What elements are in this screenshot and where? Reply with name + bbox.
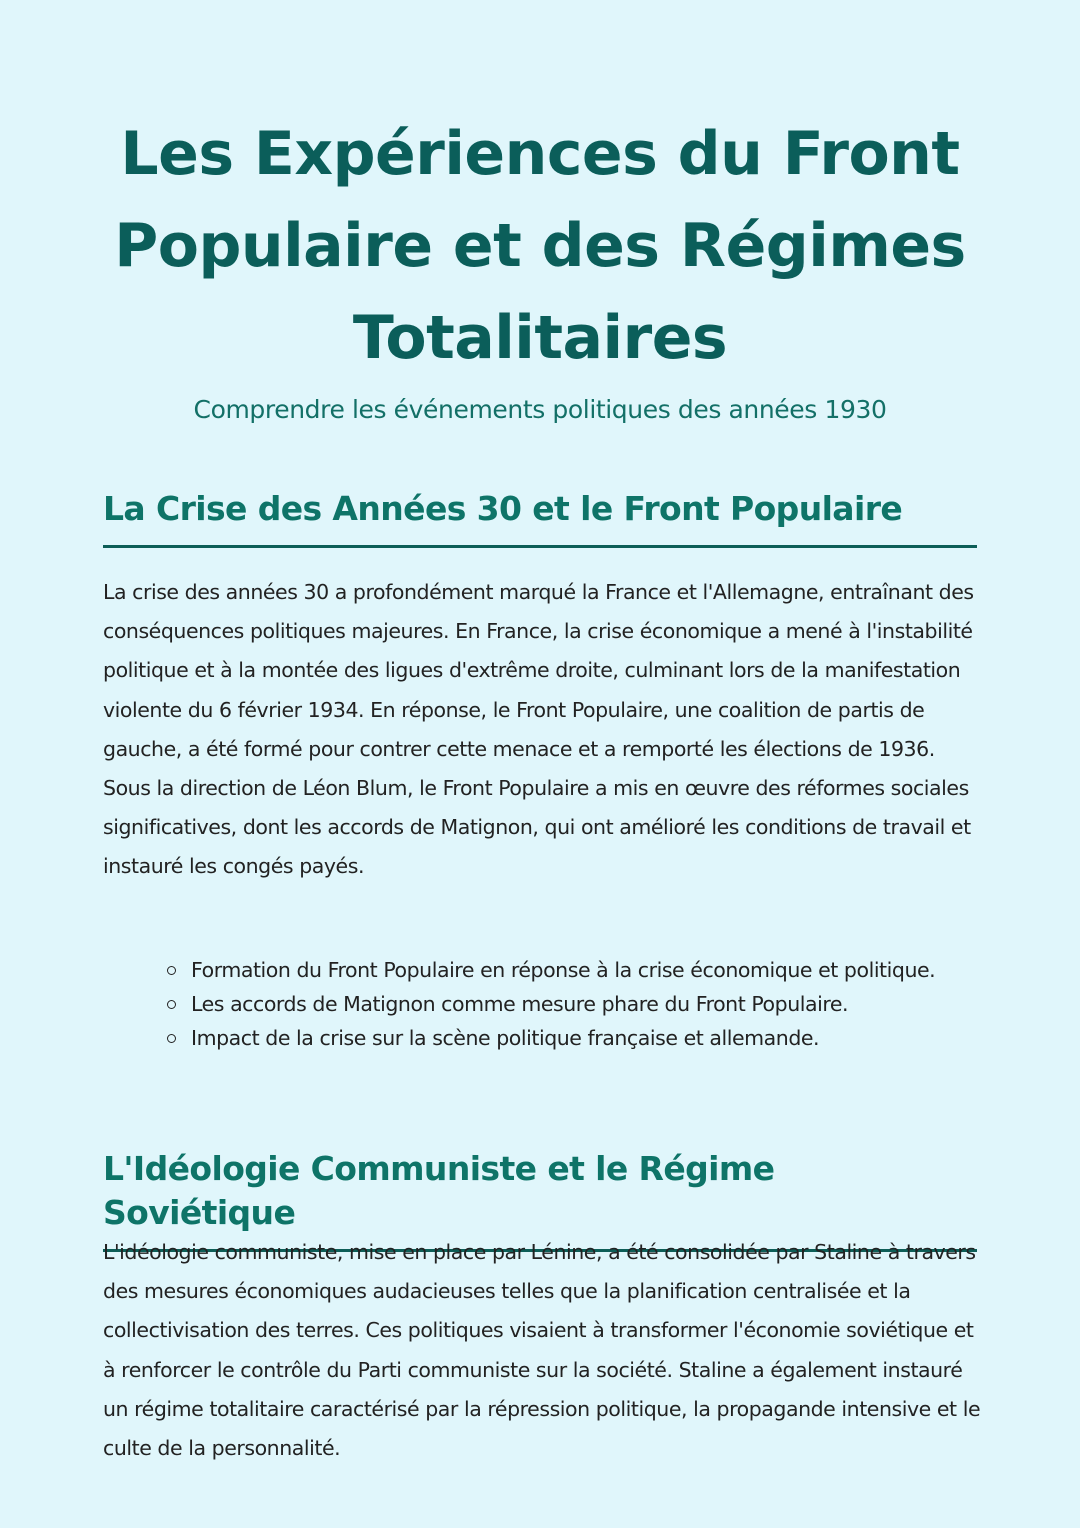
page-title: Les Expériences du Front Populaire et des Régimes Totalitaires <box>114 119 966 373</box>
list-item-text: Impact de la crise sur la scène politique française et allemande. <box>191 1026 820 1050</box>
section-heading-crise: La Crise des Années 30 et le Front Populaire <box>103 487 977 548</box>
page-subtitle: Comprendre les événements politiques des années 1930 <box>193 395 887 424</box>
list-item-text: Les accords de Matignon comme mesure phare du Front Populaire. <box>191 992 849 1016</box>
bullet-list-crise <box>191 953 951 1055</box>
list-item <box>191 987 951 1021</box>
circle-bullet-icon <box>167 966 176 975</box>
section-paragraph-communisme: L'idéologie communiste, mise en place par Lénine, a été consolidée par Staline à travers des mesures économiques audacieuses telles que la planification centralisée et la collectivisation des terres. Ces politiques visaient à transformer l'économie soviétique et à renforcer le contrôle du Parti communiste sur la société. Staline a également instauré un régime totalitaire caractérisé par la répression politique, la propagande intensive et le culte de la personnalité. <box>103 1240 981 1461</box>
list-item <box>191 1021 951 1055</box>
circle-bullet-icon <box>167 1034 176 1043</box>
section-heading-communisme: L'Idéologie Communiste et le Régime Soviétique <box>103 1147 977 1252</box>
section-paragraph-crise: La crise des années 30 a profondément marqué la France et l'Allemagne, entraînant des conséquences politiques majeures. En France, la crise économique a mené à l'instabilité politique et à la montée des ligues d'extrême droite, culminant lors de la manifestation violente du 6 février 1934. En réponse, le Front Populaire, une coalition de partis de gauche, a été formé pour contrer cette menace et a remporté les élections de 1936. Sous la direction de Léon Blum, le Front Populaire a mis en œuvre des réformes sociales significatives, dont les accords de Matignon, qui ont amélioré les conditions de travail et instauré les congés payés. <box>103 580 974 879</box>
list-item <box>191 953 951 987</box>
circle-bullet-icon <box>167 1000 176 1009</box>
list-item-text: Formation du Front Populaire en réponse à la crise économique et politique. <box>191 958 936 982</box>
